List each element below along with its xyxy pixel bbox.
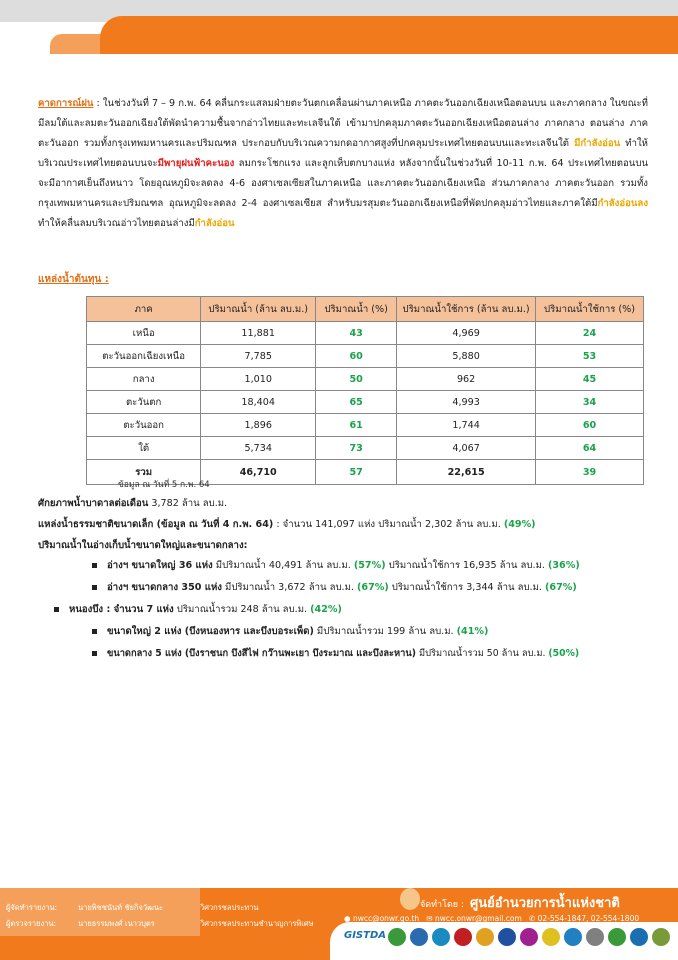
region-cell: ตะวันตก [87,391,201,414]
swamp-text: ปริมาณน้ำรวม 248 ล้าน ลบ.ม. [173,604,311,615]
agency-logo-icon [520,928,538,946]
table-row [87,368,644,391]
swamp-medium-pct: (50%) [548,648,580,659]
mail-icon: ✉ [426,914,433,923]
phone-number: 02-554-1847, 02-554-1800 [537,914,640,923]
header-region: ภาค [87,297,201,322]
bullet-icon [54,607,59,612]
region-cell: รวม [87,460,201,485]
header-usable: ปริมาณน้ำใช้การ (ล้าน ลบ.ม.) [397,297,536,322]
agency-logo-icon [410,928,428,946]
swamp-medium-text: มีปริมาณน้ำรวม 50 ล้าน ลบ.ม. [415,648,549,659]
volume-cell: 11,881 [201,322,316,345]
swamp-pct: (42%) [310,604,342,615]
swamp-label: หนองบึง : จำนวน 7 แห่ง [69,604,174,615]
table-row [87,437,644,460]
swamp-medium-line [92,646,579,662]
usable-pct-cell: 45 [536,368,644,391]
forecast-paragraph [38,94,648,234]
volume-pct-cell: 43 [316,322,397,345]
table-row [87,414,644,437]
bullet-icon [92,629,97,634]
swamp-large-label: ขนาดใหญ่ 2 แห่ง (บึงหนองหาร และบึงบอระเพ็ด) [107,626,314,637]
editor-name: นายพิชชนันท์ ชัยกิจวัฒนะ [78,903,164,912]
reservoir-label: ปริมาณน้ำในอ่างเก็บน้ำขนาดใหญ่และขนาดกลาง: [38,540,248,551]
phone-icon: ✆ [528,914,536,923]
medium-reservoir-pct-2: (67%) [545,582,577,593]
reviewer-role: วิศวกรชลประทานชำนาญการพิเศษ [200,919,314,928]
agency-logo-icon [630,928,648,946]
volume-cell: 18,404 [201,391,316,414]
forecast-heading: คาดการณ์ฝน [38,98,94,109]
volume-cell: 1,896 [201,414,316,437]
usable-cell: 4,969 [397,322,536,345]
org-title [420,892,620,913]
editor-role: วิศวกรชลประทาน [200,903,259,912]
large-reservoir-text-2: ปริมาณน้ำใช้การ 16,935 ล้าน ลบ.ม. [385,560,548,571]
large-reservoir-pct-2: (36%) [548,560,580,571]
agency-logo-icon [432,928,450,946]
footer [0,888,678,960]
region-cell: กลาง [87,368,201,391]
agency-logo-icon [498,928,516,946]
usable-cell: 4,993 [397,391,536,414]
groundwater-value: 3,782 ล้าน ลบ.ม. [148,498,228,509]
region-cell: ตะวันออกเฉียงเหนือ [87,345,201,368]
forecast-text-1: : ในช่วงวันที่ 7 – 9 ก.พ. 64 คลื่นกระแสลมฝ่ายตะวันตกเคลื่อนผ่านภาคเหนือ ภาคตะวันออกเฉียงเหนือตอนบน และภาคกลาง ในขณะที่มีลมใต้และลมตะวันออกเฉียงใต้พัดนำความชื้นจากอ่าวไทยและทะเลจีนใต้ เข้ามาปกคลุมภาคตะวันออกเฉียงเหนือตอนล่าง ภาคกลาง ตอนล่าง ภาคตะวันออก รวมทั้งกรุงเทพมหานครและปริมณฑล ประกอบกับบริเวณความกดอากาศสูงที่ปกคลุมประเทศไทยตอนบนและทะเลจีนใต้ [38,98,648,149]
water-drop-logo-icon [400,888,420,910]
top-banner-orange [100,16,678,54]
header-usable-pct: ปริมาณน้ำใช้การ (%) [536,297,644,322]
forecast-section [38,94,648,234]
usable-pct-cell: 64 [536,437,644,460]
gistda-logo: GISTDA [344,930,386,941]
swamp-line [54,602,342,618]
top-banner [0,0,678,58]
usable-pct-cell: 34 [536,391,644,414]
forecast-text-2: ทำให้บริเวณประเทศไทยตอนบนจะ [38,138,648,169]
sources-title: แหล่งน้ำต้นทุน : [38,274,109,285]
usable-cell: 22,615 [397,460,536,485]
usable-pct-cell: 60 [536,414,644,437]
forecast-highlight-1: มีกำลังอ่อน [574,138,621,149]
org-prefix: จัดทำโดย : [420,900,464,910]
large-reservoir-line [92,558,580,574]
org-name: ศูนย์อำนวยการน้ำแห่งชาติ [469,896,620,911]
usable-pct-cell: 53 [536,345,644,368]
volume-pct-cell: 65 [316,391,397,414]
swamp-medium-label: ขนาดกลาง 5 แห่ง (บึงราชนก บึงสีไฟ กว๊านพะเยา บึงระมาณ และบึงละหาน) [107,648,416,659]
groundwater-label: ศักยภาพน้ำบาดาลต่อเดือน [38,498,149,509]
volume-cell: 7,785 [201,345,316,368]
agency-logo-icon [564,928,582,946]
volume-pct-cell: 60 [316,345,397,368]
table-row [87,322,644,345]
globe-icon: ● [344,914,351,923]
agency-logo-icon [586,928,604,946]
editor-label: ผู้จัดทำรายงาน: [6,903,57,912]
usable-cell: 4,067 [397,437,536,460]
medium-reservoir-pct-1: (67%) [357,582,389,593]
reservoir-heading [38,538,247,554]
forecast-text-4: ทำให้คลื่นลมบริเวณอ่าวไทยตอนล่างมี [38,218,195,229]
email-2[interactable]: nwcc.onwr@gmail.com [434,914,522,923]
volume-pct-cell: 50 [316,368,397,391]
natural-water-label: แหล่งน้ำธรรมชาติขนาดเล็ก (ข้อมูล ณ วันที่ 4 ก.พ. 64) [38,519,274,530]
medium-reservoir-label: อ่างฯ ขนาดกลาง 350 แห่ง [107,582,222,593]
usable-cell: 1,744 [397,414,536,437]
large-reservoir-pct-1: (57%) [353,560,386,571]
bullet-icon [92,563,97,568]
volume-pct-cell: 73 [316,437,397,460]
table-header-row [87,297,644,322]
volume-cell: 1,010 [201,368,316,391]
usable-pct-cell: 24 [536,322,644,345]
bullet-icon [92,585,97,590]
water-sources-table [86,296,644,485]
usable-pct-cell: 39 [536,460,644,485]
table-row [87,345,644,368]
forecast-text-3: ลมกระโชกแรง และลูกเห็บตกบางแห่ง หลังจากนั้นในช่วงวันที่ 10-11 ก.พ. 64 ประเทศไทยตอนบนจะมีอากาศเย็นถึงหนาว โดยอุณหภูมิจะลดลง 4-6 องศาเซลเซียสในภาคเหนือ และภาคตะวันออกเฉียงเหนือ ส่วนภาคกลาง ภาคตะวันออก รวมทั้งกรุงเทพมหานครและปริมณฑล อุณหภูมิจะลดลง 2-4 องศาเซลเซียส สำหรับมรสุมตะวันออกเฉียงเหนือที่พัดปกคลุมอ่าวไทยและภาคใต้มี [38,158,648,209]
volume-cell: 5,734 [201,437,316,460]
swamp-large-line [92,624,488,640]
swamp-large-pct: (41%) [456,626,489,637]
large-reservoir-text-1: มีปริมาณน้ำ 40,491 ล้าน ลบ.ม. [212,560,354,571]
agency-logo-icon [542,928,560,946]
agency-logo-icon [608,928,626,946]
forecast-highlight-4: กำลังอ่อน [194,218,235,229]
region-cell: เหนือ [87,322,201,345]
volume-pct-cell: 57 [316,460,397,485]
reviewer-label: ผู้ตรวจรายงาน: [6,919,57,928]
data-date-note: ข้อมูล ณ วันที่ 5 ก.พ. 64 [118,480,210,490]
natural-water-line [38,517,536,533]
region-cell: ตะวันออก [87,414,201,437]
usable-cell: 5,880 [397,345,536,368]
volume-cell: 46,710 [201,460,316,485]
agency-logo-icon [454,928,472,946]
natural-water-value: : จำนวน 141,097 แห่ง ปริมาณน้ำ 2,302 ล้าน ลบ.ม. [273,519,504,530]
swamp-large-text: มีปริมาณน้ำรวม 199 ล้าน ลบ.ม. [313,626,457,637]
volume-pct-cell: 61 [316,414,397,437]
header-volume-pct: ปริมาณน้ำ (%) [316,297,397,322]
email-1[interactable]: nwcc@onwr.go.th [352,914,420,923]
groundwater-line [38,496,227,512]
forecast-highlight-3: กำลังอ่อนลง [597,198,648,209]
medium-reservoir-line [92,580,577,596]
region-cell: ใต้ [87,437,201,460]
medium-reservoir-text-1: มีปริมาณน้ำ 3,672 ล้าน ลบ.ม. [221,582,358,593]
large-reservoir-label: อ่างฯ ขนาดใหญ่ 36 แห่ง [107,560,213,571]
bullet-icon [92,651,97,656]
header-volume: ปริมาณน้ำ (ล้าน ลบ.ม.) [201,297,316,322]
table-row [87,391,644,414]
medium-reservoir-text-2: ปริมาณน้ำใช้การ 3,344 ล้าน ลบ.ม. [388,582,546,593]
agency-logo-icon [652,928,670,946]
agency-logo-icon [476,928,494,946]
contact-line [344,914,639,923]
forecast-highlight-2: มีพายุฝนฟ้าคะนอง [157,158,235,169]
natural-water-pct: (49%) [503,519,536,530]
agency-logo-icon [388,928,406,946]
usable-cell: 962 [397,368,536,391]
reviewer-name: นายธรรมพงศ์ เนาวบุตร [78,919,155,928]
